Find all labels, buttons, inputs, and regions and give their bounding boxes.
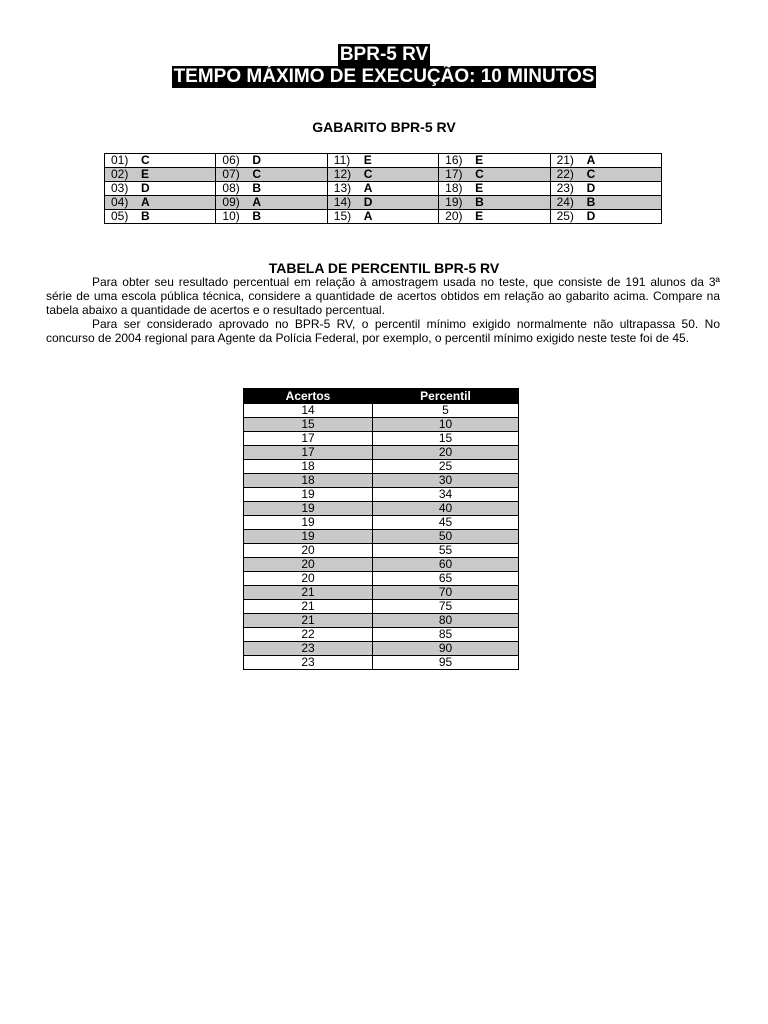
- question-number: 20): [445, 209, 463, 223]
- answer-letter: D: [252, 153, 262, 167]
- answer-letter: B: [252, 209, 262, 223]
- answer-cell: [216, 210, 327, 224]
- question-number: 10): [222, 209, 240, 223]
- percentile-row: [244, 530, 519, 544]
- percentil-cell: 30: [373, 474, 519, 488]
- percentil-cell: 10: [373, 418, 519, 432]
- acertos-cell: 19: [244, 530, 373, 544]
- question-number: 14): [333, 195, 352, 209]
- question-number: 19): [445, 195, 463, 209]
- percentil-cell: 5: [373, 404, 519, 418]
- answer-letter: E: [475, 181, 484, 195]
- answer-letter: B: [141, 209, 150, 223]
- acertos-cell: 18: [244, 474, 373, 488]
- percentil-cell: 25: [373, 460, 519, 474]
- percentile-row: [244, 488, 519, 502]
- question-number: 05): [111, 209, 129, 223]
- acertos-cell: 19: [244, 488, 373, 502]
- answer-cell: [439, 154, 550, 168]
- question-number: 04): [111, 195, 129, 209]
- document-header: [0, 44, 768, 88]
- answer-cell: [105, 168, 216, 182]
- answer-letter: D: [586, 181, 596, 195]
- percentil-cell: 70: [373, 586, 519, 600]
- acertos-cell: 14: [244, 404, 373, 418]
- answer-letter: A: [586, 153, 596, 167]
- acertos-cell: 20: [244, 572, 373, 586]
- percentil-cell: 75: [373, 600, 519, 614]
- answer-cell: [216, 182, 327, 196]
- question-number: 15): [333, 209, 352, 223]
- percentil-cell: 65: [373, 572, 519, 586]
- percentil-cell: 80: [373, 614, 519, 628]
- answer-letter: A: [141, 195, 150, 209]
- question-number: 25): [556, 209, 574, 223]
- answer-cell: [105, 196, 216, 210]
- question-number: 08): [222, 181, 240, 195]
- acertos-cell: 19: [244, 516, 373, 530]
- instructions-paragraph: [46, 275, 720, 317]
- percentil-cell: 60: [373, 558, 519, 572]
- answer-letter: B: [475, 195, 484, 209]
- answer-cell: [550, 168, 661, 182]
- percentil-cell: 40: [373, 502, 519, 516]
- answer-cell: [216, 196, 327, 210]
- instructions-text: Para obter seu resultado percentual em relação à amostragem usada no teste, que consiste de 191 alunos da 3ª série de uma escola pública técnica, considere a quantidade de acertos obtidos em relação ao gabarito acima. Compare na tabela abaixo a quantidade de acertos e o resultado percentual.: [46, 275, 720, 317]
- acertos-cell: 15: [244, 418, 373, 432]
- answer-cell: [327, 154, 438, 168]
- answer-letter: A: [252, 195, 262, 209]
- acertos-cell: 19: [244, 502, 373, 516]
- answer-letter: B: [252, 181, 262, 195]
- percentile-row: [244, 432, 519, 446]
- percentile-row: [244, 544, 519, 558]
- percentil-cell: 45: [373, 516, 519, 530]
- acertos-cell: 17: [244, 432, 373, 446]
- answer-cell: [550, 182, 661, 196]
- percentile-row: [244, 516, 519, 530]
- question-number: 02): [111, 167, 129, 181]
- answer-cell: [439, 182, 550, 196]
- percentile-row: [244, 600, 519, 614]
- percentil-cell: 15: [373, 432, 519, 446]
- answer-key-table: [104, 153, 662, 224]
- answer-cell: [327, 168, 438, 182]
- answer-cell: [327, 196, 438, 210]
- percentile-row: [244, 460, 519, 474]
- answer-letter: A: [363, 181, 373, 195]
- answer-letter: D: [363, 195, 373, 209]
- answer-key-title: GABARITO BPR-5 RV: [312, 119, 456, 135]
- percentil-cell: 90: [373, 642, 519, 656]
- percentile-row: [244, 572, 519, 586]
- question-number: 12): [333, 167, 352, 181]
- percentil-cell: 34: [373, 488, 519, 502]
- acertos-cell: 21: [244, 600, 373, 614]
- percentile-row: [244, 418, 519, 432]
- question-number: 01): [111, 153, 129, 167]
- question-number: 17): [445, 167, 463, 181]
- answer-letter: E: [363, 153, 372, 167]
- question-number: 21): [556, 153, 574, 167]
- approval-text: Para ser considerado aprovado no BPR-5 RV, o percentil mínimo exigido normalmente não ultrapassa 50. No concurso de 2004 regional para Agente da Polícia Federal, por exemplo, o percentil mínimo exigido neste teste foi de 45.: [46, 317, 720, 345]
- percentile-row: [244, 446, 519, 460]
- answer-letter: D: [141, 181, 150, 195]
- acertos-cell: 22: [244, 628, 373, 642]
- percentil-cell: 20: [373, 446, 519, 460]
- percentile-row: [244, 404, 519, 418]
- answer-row: [105, 154, 662, 168]
- answer-letter: B: [586, 195, 596, 209]
- percentile-row: [244, 558, 519, 572]
- question-number: 07): [222, 167, 240, 181]
- question-number: 11): [333, 153, 351, 167]
- answer-letter: C: [141, 153, 150, 167]
- percentile-row: [244, 628, 519, 642]
- answer-cell: [105, 154, 216, 168]
- acertos-cell: 21: [244, 586, 373, 600]
- answer-letter: D: [586, 209, 596, 223]
- answer-row: [105, 182, 662, 196]
- acertos-cell: 23: [244, 656, 373, 670]
- answer-cell: [550, 210, 661, 224]
- question-number: 23): [556, 181, 574, 195]
- acertos-cell: 20: [244, 558, 373, 572]
- answer-cell: [327, 210, 438, 224]
- column-header-percentil: Percentil: [373, 389, 519, 404]
- approval-paragraph: [46, 317, 720, 345]
- acertos-cell: 17: [244, 446, 373, 460]
- answer-letter: E: [475, 209, 484, 223]
- percentil-cell: 85: [373, 628, 519, 642]
- percentile-row: [244, 586, 519, 600]
- acertos-cell: 18: [244, 460, 373, 474]
- percentil-cell: 55: [373, 544, 519, 558]
- question-number: 24): [556, 195, 574, 209]
- answer-letter: A: [363, 209, 373, 223]
- question-number: 13): [333, 181, 352, 195]
- time-limit-title: TEMPO MÁXIMO DE EXECUÇÃO: 10 MINUTOS: [173, 66, 595, 87]
- answer-letter: E: [475, 153, 484, 167]
- percentile-section-title: TABELA DE PERCENTIL BPR-5 RV: [268, 260, 500, 276]
- percentil-cell: 95: [373, 656, 519, 670]
- percentile-row: [244, 614, 519, 628]
- answer-row: [105, 196, 662, 210]
- answer-letter: C: [252, 167, 262, 181]
- percentile-row: [244, 474, 519, 488]
- answer-letter: C: [363, 167, 373, 181]
- answer-cell: [327, 182, 438, 196]
- document-title: BPR-5 RV: [339, 44, 429, 65]
- question-number: 06): [222, 153, 240, 167]
- answer-cell: [550, 154, 661, 168]
- percentil-cell: 50: [373, 530, 519, 544]
- answer-row: [105, 168, 662, 182]
- answer-cell: [216, 154, 327, 168]
- answer-letter: C: [475, 167, 484, 181]
- percentile-table: [243, 388, 519, 670]
- answer-cell: [216, 168, 327, 182]
- answer-cell: [105, 210, 216, 224]
- column-header-acertos: Acertos: [244, 389, 373, 404]
- percentile-row: [244, 656, 519, 670]
- answer-row: [105, 210, 662, 224]
- acertos-cell: 21: [244, 614, 373, 628]
- question-number: 09): [222, 195, 240, 209]
- answer-cell: [439, 196, 550, 210]
- answer-cell: [105, 182, 216, 196]
- answer-cell: [439, 168, 550, 182]
- answer-letter: C: [586, 167, 596, 181]
- question-number: 16): [445, 153, 463, 167]
- question-number: 22): [556, 167, 574, 181]
- answer-cell: [550, 196, 661, 210]
- acertos-cell: 23: [244, 642, 373, 656]
- acertos-cell: 20: [244, 544, 373, 558]
- question-number: 03): [111, 181, 129, 195]
- answer-letter: E: [141, 167, 150, 181]
- answer-cell: [439, 210, 550, 224]
- question-number: 18): [445, 181, 463, 195]
- percentile-row: [244, 502, 519, 516]
- percentile-row: [244, 642, 519, 656]
